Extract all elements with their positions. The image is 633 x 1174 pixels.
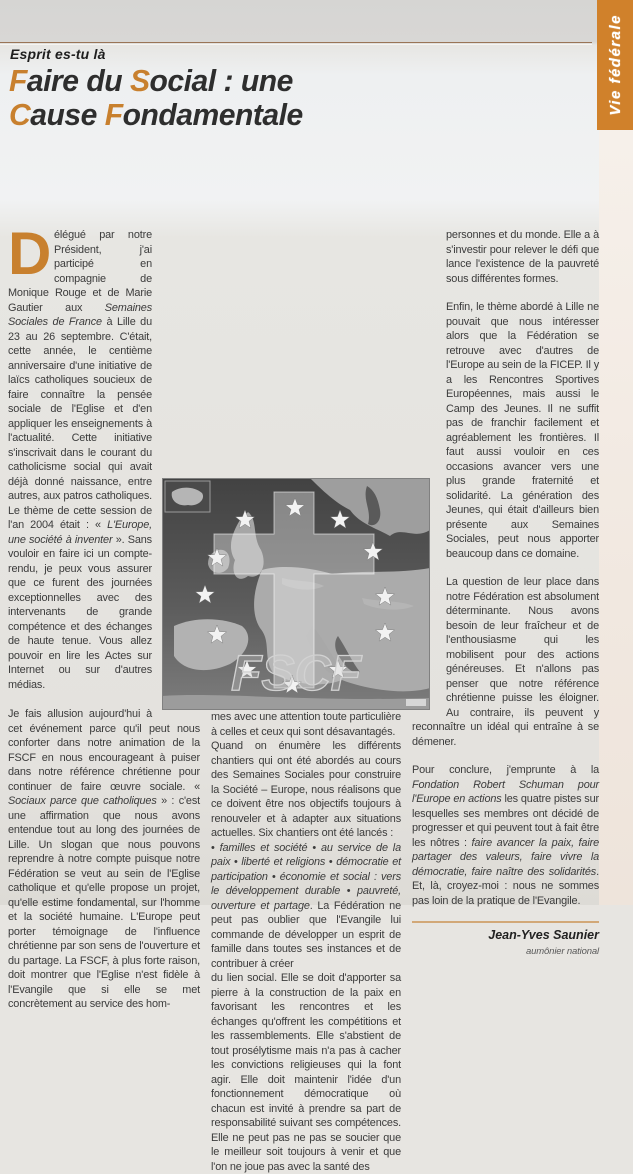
paragraph: Délégué par notre Président, j'ai participé en compagnie de Monique Rouge et de Marie Gautier aux Semaines Sociales de France à Lille du 23 au 26 septembre. C'était, cette année, le centième anniversaire d'une initiative de laïcs catholiques soucieux de faire connaître la pensée sociale de l'Eglise et d'en appliquer les enseignements à l'actualité. Cette initiative s'inscrivait dans le courant du catholicisme social qui avait déjà donné naissance, entre autres, aux patros catholiques. Le thème de cette session de l'an 2004 était : « L'Europe, une société à inventer ». Sans vouloir en faire ici un compte-rendu, je peux vous assurer que ce furent des journées exceptionnelles avec des intervenants de grande compétence et des échanges de haute tenue. Vous allez pouvoir en lire les Actes sur Internet ou sur d'autres médias. <box>8 220 152 691</box>
section-tab-label: Vie fédérale <box>606 14 624 116</box>
author-role: aumônier national <box>526 945 599 957</box>
article-title-line2: Cause Fondamentale <box>9 97 303 132</box>
paragraph: personnes et du monde. Elle a à s'investir pour relever le défi que lance l'existence de la pauvreté sous différentes formes. <box>446 229 599 285</box>
europe-map-graphic <box>162 478 430 710</box>
europe-map-photo <box>162 478 430 710</box>
kicker-rule <box>0 42 592 43</box>
photo-credit-box <box>406 699 426 706</box>
paragraph: mes avec une attention toute particulière à celles et ceux qui sont désavantagés. <box>211 711 401 738</box>
paragraph: Enfin, le thème abordé à Lille ne pouvait que nous intéresser alors que la Fédération se retrouve avec d'autres de l'Europe au sein de la FICEP. Il y a les Rencontres Sportives Européennes, mais aussi le Camp des Jeunes. Il ne suffit pas de franchir facilement et agréablement les frontières. Il faut aussi vouloir en ces occasions avancer vers une plus grande fraternité et solidarité. La génération des Jeunes, qui était d'ailleurs bien présente aux Semaines Sociales, peut nous apporter beaucoup dans ce domaine. <box>446 301 599 560</box>
kicker-rule-highlight <box>0 44 592 45</box>
paragraph: Quand on énumère les différents chantiers qui ont été abordés au cours des Semaines Sociales pour construire la Société – Europe, nous réalisons que ce doivent être nos objectifs toujours à renouveler et à adapter aux situations actuelles. Six chantiers ont été lancés : <box>211 740 401 839</box>
article-title <box>9 64 303 132</box>
paragraph: La question de leur place dans notre Fédération est absolument déterminante. Nous avons besoin de leur fraîcheur et de l'enthousiasme qui les mobilisent pour des actions généreuses. Et n'allons pas penser que notre référence chrétienne puisse les éloigner. Au contraire, ils peuvent y reconnaître un idéal qui entraîne à se démener. <box>412 576 599 748</box>
paragraph: Je fais allusion aujourd'hui à cet événement parce qu'il peut nous conforter dans notre animation de la FSCF en nous encourageant à puiser dans notre référence chrétienne pour continuer de faire œuvre sociale. « Sociaux parce que catholiques » : c'est une affirmation que nous avons entendue tout au long des journées de Lille. Un slogan que nous pouvons reprendre à notre compte puisque notre Fédération se veut au sein de l'Eglise catholique et qu'elle propose un projet, qu'elle estime fondamental, sur l'homme et la société humaine. L'Europe peut porter témoignage de l'influence chrétienne par son sens de l'ouverture et du partage. La FSCF, à plus forte raison, doit montrer que l'Eglise n'est fidèle à l'Evangile que si elle se met concrètement au service des hom- <box>8 708 201 1010</box>
article-columns <box>8 220 600 1174</box>
author-name: Jean-Yves Saunier <box>488 928 599 942</box>
map-watermark: FSCF <box>231 645 361 701</box>
paragraph: • familles et société • au service de la paix • liberté et religions • démocratie et participation • économie et social : vers le développement durable • pauvreté, ouverture et partage. La Fédération ne peut pas oublier que l'Evangile lui commande de développer un esprit de famille dans toutes ses instances et de contribuer à créer <box>211 841 401 970</box>
section-kicker: Esprit es-tu là <box>10 46 106 62</box>
page-right-margin <box>599 128 633 905</box>
section-tab <box>597 0 633 130</box>
article-title-line1: Faire du Social : une <box>9 63 293 98</box>
dropcap-letter: D <box>8 220 52 287</box>
paragraph: Pour conclure, j'emprunte à la Fondation Robert Schuman pour l'Europe en actions les quatre pistes sur lesquelles ses membres ont décidé de progresser et qui peuvent tout à fait être les nôtres : faire avancer la paix, faire partager des valeurs, faire vivre la démocratie, faire naître des solidarités. Et, là, croyez-moi : nous ne sommes pas loin de la pratique de l'Evangile. <box>412 764 599 907</box>
column-3 <box>412 228 599 1174</box>
paragraph: du lien social. Elle se doit d'apporter sa pierre à la construction de la paix en favorisant les rencontres et les échanges qu'offrent les compétitions et les rassemblements. Elle s'abstient de tout prosélytisme mais n'a pas à cacher les convictions religieuses qui la font agir. Elle doit maintenir l'idée d'un fonctionnement démocratique où chacun est invité à prendre sa part de responsabilité suivant ses compétences. Elle ne peut pas ne pas se soucier que le meilleur soit toujours à venir et que l'on ne joue pas avec la santé des <box>211 972 401 1173</box>
iceland-inset <box>165 481 210 512</box>
signature-rule <box>412 921 599 923</box>
